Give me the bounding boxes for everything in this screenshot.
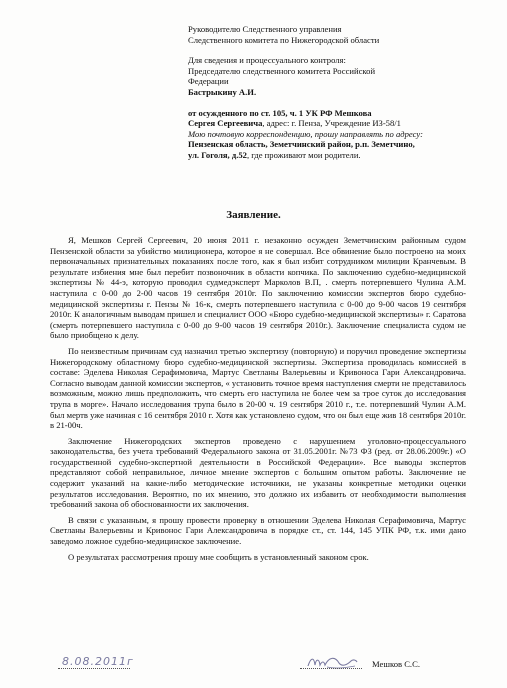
- copy-recipient-name: Бастрыкину А.И.: [188, 86, 257, 97]
- date-underline: [58, 668, 130, 669]
- sender-street: ул. Гоголя, д.52: [188, 149, 247, 160]
- sender-address: , адрес: г. Пенза, Учреждение ИЗ-58/1: [262, 118, 401, 129]
- sender-line-5: [188, 150, 488, 161]
- signer-name: Мешков С.С.: [372, 659, 420, 669]
- document-body: [50, 235, 466, 567]
- sender-street-note: , где проживают мои родители.: [246, 149, 361, 160]
- sender-line-2: [188, 118, 488, 129]
- document-header: [188, 24, 488, 161]
- copy-line-2: Председателю следственного комитета Российской: [188, 65, 376, 76]
- paragraph-4: В связи с указанным, я прошу провести проверку в отношении Эделева Николая Серафимовича, Мартус Светланы Валерьевны и Кривонос Гари Александровича в порядке ст., ст. 144, 145 УПК РФ, т.к. ими дано заведомо ложное судебно-медицинское заключение.: [50, 514, 466, 547]
- paragraph-2: По неизвестным причинам суд назначил третью экспертизу (повторную) и поручил проведение экспертизы Нижегородскому областному бюро судебно-медицинской экспертизы. Экспертиза проводилась комиссией в составе: Эделева Николая Серафимовича, Мартус Светланы Валерьевны и Кривоноса Гари Александровича. Согласно выводам данной комиссии экспертов, « установить точное время наступления смерти не представилось возможным, можно лишь предположить, что смерть его наступила не более чем за трое суток до исследования трупа в морге». Начало исследования трупа было в 20-00 ч. 19 сентября 2010 г., т.е. потерпевший Чулин А.М. был мертв уже начиная с 16 сентября 2010 г. Хотя как установлено судом, что он был еще жив 18 сентября 2010г. в 21-00ч.: [50, 345, 466, 431]
- addressee-line-1: Руководителю Следственного управления: [188, 24, 342, 34]
- paragraph-3: Заключение Нижегородских экспертов проведено с нарушением уголовно-процессуального законодательства, без учета требований Федерального закона от 31.05.2001г. №73 ФЗ (ред. от 28.06.2009г.) «О государственной судебно-экспертной деятельности в Российской Федерации». Все выводы экспертов представляют собой неправильное, личное мнение экспертов с большим опытом работы. Заключение не содержит указаний на какие-либо методические источники, не указаны конкретные методики оценки результатов исследования. Вероятно, по их мнению, это должно их избавить от необходимости выполнения требований закона об обоснованности их заключения.: [50, 435, 466, 510]
- handwritten-date: 8.08.2011г: [62, 655, 134, 668]
- paragraph-5: О результатах рассмотрения прошу мне сообщить в установленный законом срок.: [68, 551, 369, 562]
- sender-line-3: Мою почтовую корреспонденцию, прошу направлять по адресу:: [188, 128, 423, 139]
- signature-underline: [300, 668, 362, 669]
- sender-line-4: Пензенская область, Земетчинский район, р.п. Земетчино,: [188, 139, 415, 150]
- paragraph-1: Я, Мешков Сергей Сергеевич, 20 июня 2011 г. незаконно осужден Земетчинским районным судом Пензенской области за убийство милиционера, которое я не совершал. Все обвинение было построено на моих первоначальных признательных показаниях после того, как я был избит сотрудником милиции Кранчевым. В результате избиения мне был перебит позвоночник в области копчика. По заключению судебно-медицинской экспертизы № 44-э, которую проводил судмедэксперт Марколов В.П, . смерть потерпевшего Чулина А.М. наступила с 0-00 до 2-00 часов 19 сентября 2010г. По заключению комиссии экспертов бюро судебно-медицинской экспертизы г. Пензы № 16-к, смерть потерпевшего наступила с 0-00 до 9-00 часов 19 сентября 2010г. К аналогичным выводам пришел и специалист ООО «Бюро судебно-медицинской экспертизы» г. Саратова (смерть потерпевшего наступила с 0-00 до 9-00 часов 19 сентября 2010г.). Заключение специалиста судом не было приобщено к делу.: [50, 235, 466, 341]
- document-title: Заявление.: [226, 209, 281, 221]
- sender-name: Сергея Сергеевича: [188, 118, 263, 129]
- copy-line-3: Федерации: [188, 76, 229, 87]
- copy-line-1: Для сведения и процессуального контроля:: [188, 55, 346, 66]
- sender-line-1: от осужденного по ст. 105, ч. 1 УК РФ Мешкова: [188, 107, 372, 118]
- addressee-line-2: Следственного комитета по Нижегородской области: [188, 34, 380, 45]
